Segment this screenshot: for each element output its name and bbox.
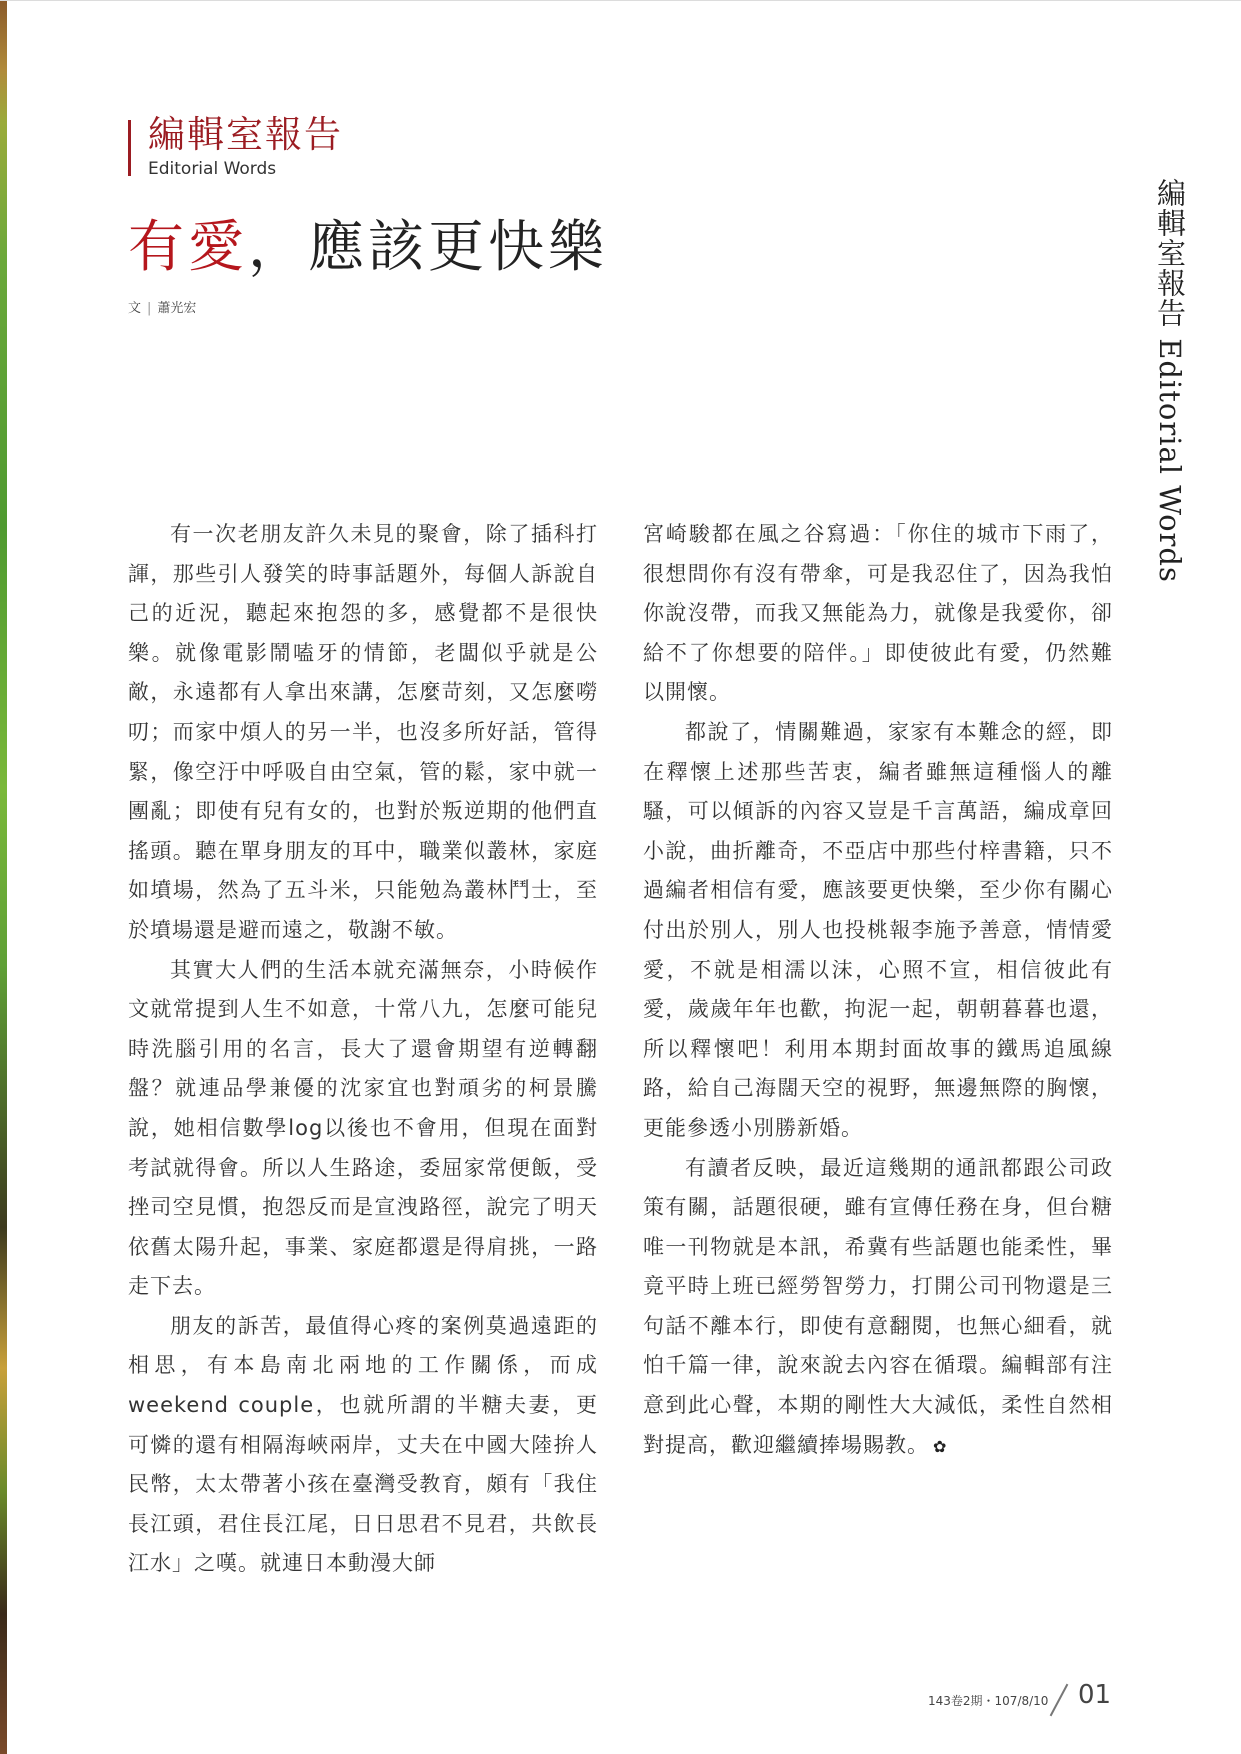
body-column-right (643, 515, 1113, 1466)
side-vertical-title: 編輯室報告 Editorial Words (1153, 178, 1187, 583)
byline (128, 300, 196, 318)
paragraph-last (643, 1149, 1113, 1467)
decorative-color-strip (0, 0, 7, 1754)
issue-info: 143卷2期・107/8/10 (928, 1694, 1049, 1708)
paragraph: 有一次老朋友許久未見的聚會，除了插科打諢，那些引人發笑的時事話題外，每個人訴說自己的近況，聽起來抱怨的多，感覺都不是很快樂。就像電影鬧嗑牙的情節，老闆似乎就是公敵，永遠都有人拿出來講，怎麼苛刻，又怎麼嘮叨；而家中煩人的另一半，也沒多所好話，管得緊，像空汙中呼吸自由空氣，管的鬆，家中就一團亂；即使有兒有女的，也對於叛逆期的他們直搖頭。聽在單身朋友的耳中，職業似叢林，家庭如墳場，然為了五斗米，只能勉為叢林鬥士，至於墳場還是避而遠之，敬謝不敏。 (128, 522, 598, 942)
folio-divider (1050, 1684, 1069, 1717)
page-number: 01 (1078, 1680, 1112, 1710)
page-footer (928, 1678, 1128, 1718)
body-column-left (128, 515, 598, 1584)
end-mark-icon: ✿ (933, 1436, 948, 1456)
headline-accent: 有愛 (128, 215, 248, 280)
paragraph: 宮崎駿都在風之谷寫過：「你住的城市下雨了，很想問你有沒有帶傘，可是我忍住了，因為我怕你說沒帶，而我又無能為力，就像是我愛你，卻給不了你想要的陪伴。」即使彼此有愛，仍然難以開懷。 (643, 522, 1113, 705)
headline (128, 213, 608, 283)
byline-author: 蕭光宏 (157, 301, 197, 316)
section-title: 編輯室報告 (148, 113, 343, 156)
byline-separator: | (147, 301, 152, 316)
paragraph: 都說了，情關難過，家家有本難念的經，即在釋懷上述那些苦衷，編者雖無這種惱人的離騷，可以傾訴的內容又豈是千言萬語，編成章回小說，曲折離奇，不亞店中那些付梓書籍，只不過編者相信有愛，應該要更快樂，至少你有關心付出於別人，別人也投桃報李施予善意，情情愛愛，不就是相濡以沫，心照不宣，相信彼此有愛，歲歲年年也歡，拘泥一起，朝朝暮暮也還，所以釋懷吧！利用本期封面故事的鐵馬追風線路，給自己海闊天空的視野，無邊無際的胸懷，更能參透小別勝新婚。 (643, 719, 1113, 1140)
byline-label: 文 (128, 301, 142, 316)
top-rule (0, 0, 1241, 1)
paragraph: 其實大人們的生活本就充滿無奈，小時候作文就常提到人生不如意，十常八九，怎麼可能兒時洗腦引用的名言，長大了還會期望有逆轉翻盤？就連品學兼優的沈家宜也對頑劣的柯景騰說，她相信數學log以後也不會用，但現在面對考試就得會。所以人生路途，委屈家常便飯，受挫司空見慣，抱怨反而是宣洩路徑，說完了明天依舊太陽升起，事業、家庭都還是得肩挑，一路走下去。 (128, 957, 598, 1299)
section-subtitle: Editorial Words (148, 159, 277, 179)
paragraph-text: 有讀者反映，最近這幾期的通訊都跟公司政策有關，話題很硬，雖有宣傳任務在身，但台糖唯一刊物就是本訊，希冀有些話題也能柔性，畢竟平時上班已經勞智勞力，打開公司刊物還是三句話不離本行，即使有意翻閱，也無心細看，就怕千篇一律，說來說去內容在循環。編輯部有注意到此心聲，本期的剛性大大減低，柔性自然相對提高，歡迎繼續捧場賜教。 (643, 1155, 1113, 1457)
section-accent-bar (128, 120, 131, 176)
headline-rest: ，應該更快樂 (248, 215, 608, 280)
paragraph: 朋友的訴苦，最值得心疼的案例莫過遠距的相思，有本島南北兩地的工作關係，而成weekend couple，也就所謂的半糖夫妻，更可憐的還有相隔海峽兩岸，丈夫在中國大陸拚人民幣，太太帶著小孩在臺灣受教育，頗有「我住長江頭，君住長江尾，日日思君不見君，共飲長江水」之嘆。就連日本動漫大師 (128, 1313, 598, 1576)
